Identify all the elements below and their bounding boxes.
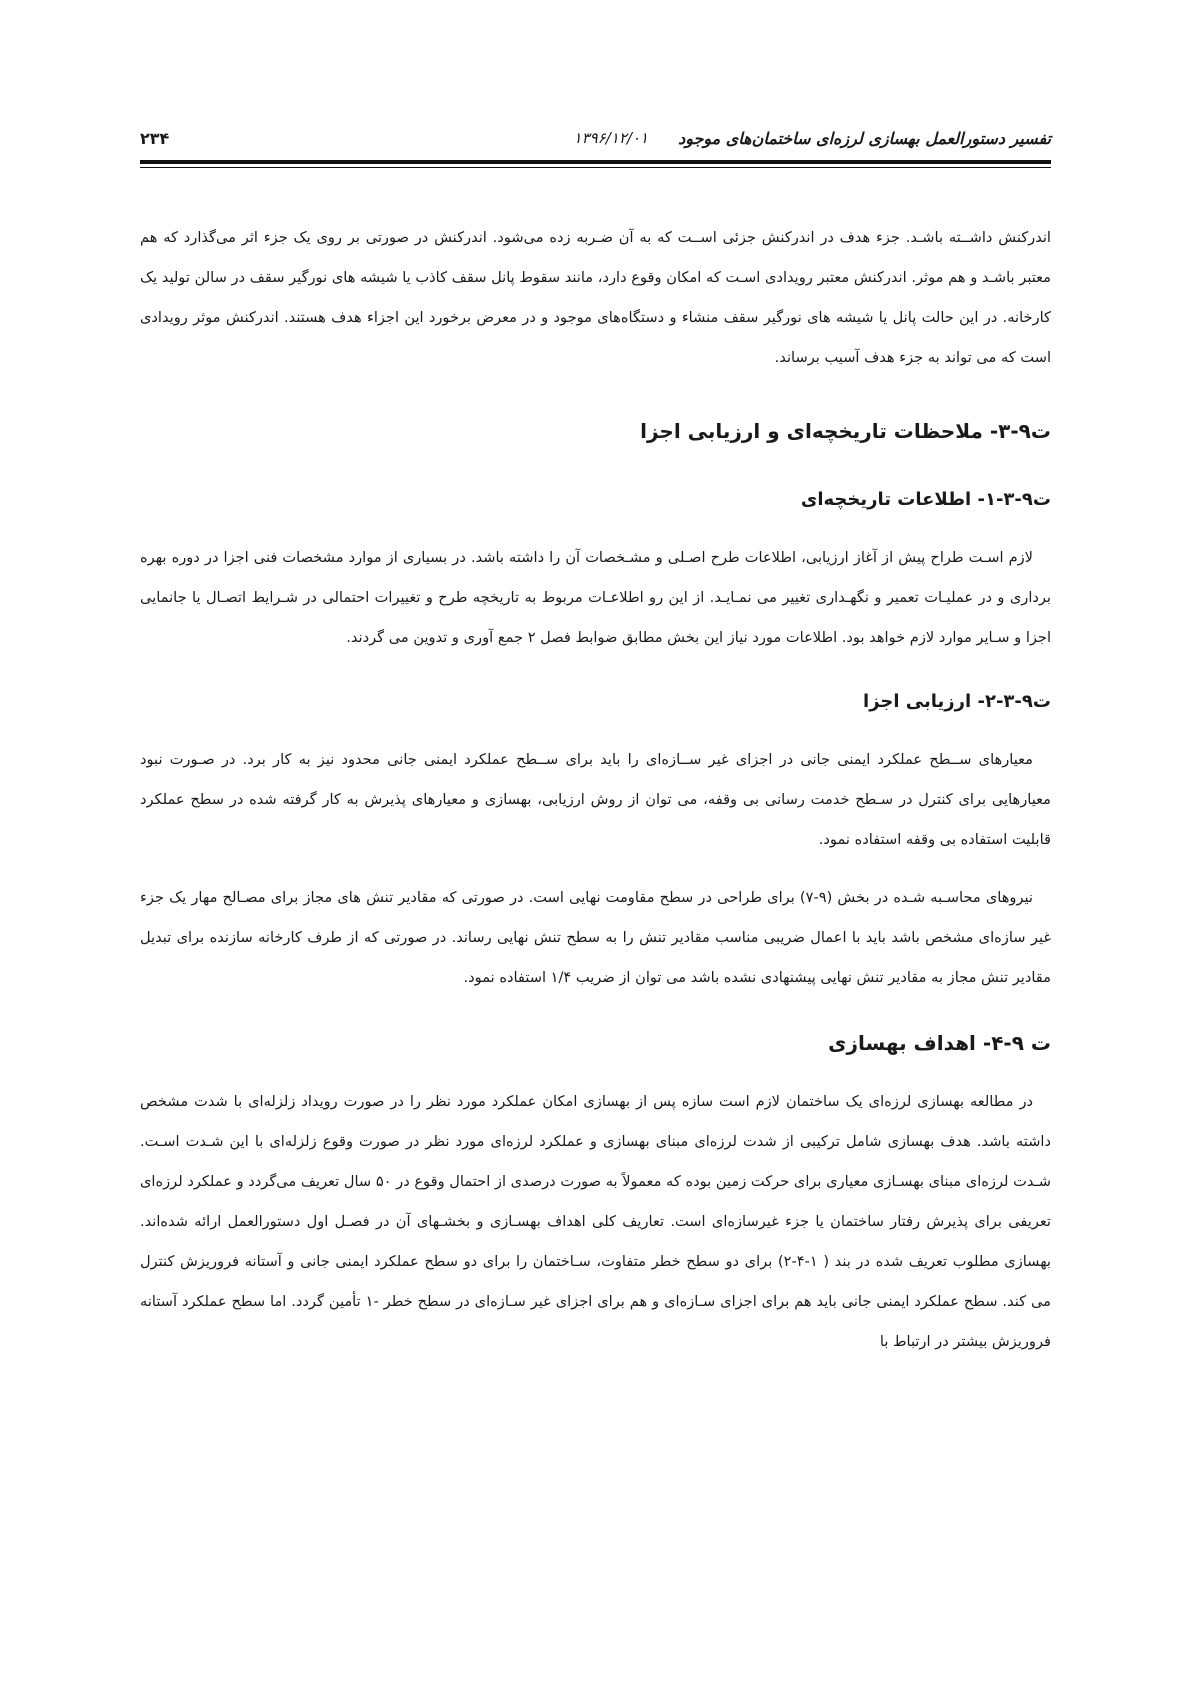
page-body xyxy=(140,218,1051,1362)
heading-section-3-1: ت۹-۳-۱- اطلاعات تاریخچه‌ای xyxy=(800,489,1051,510)
paragraph-goals: در مطالعه بهسازی لرزه‌ای یک ساختمان لازم است سازه پس از بهسازی امکان عملکرد مورد نظر را در صورت رویداد زلزله‌ای با شدت مشخص داشته باشد. هدف بهسازی شامل ترکیبی از شدت لرزه‌ای مبنای بهسازی و عملکرد لرزه‌ای مورد نظر در صورت وقوع زلزله‌ای با این شـدت اسـت. شـدت لرزه‌ای مبنای بهسـازی معیاری برای حرکت زمین بوده که معمولاً به صورت درصدی از احتمال وقوع در ۵۰ سال تعریف می‌گردد و عملکرد لرزه‌ای تعریفی برای پذیرش رفتار ساختمان یا جزء غیرسازه‌ای است. تعاریف کلی اهداف بهسـازی و بخشـهای آن در فصـل اول دستورالعمل ارائه شده‌اند. بهسازی مطلوب تعریف شده در بند ( ۱-۴-۲) برای دو سطح خطر متفاوت، سـاختمان را برای دو سطح عملکرد ایمنی جانی و آستانه فروریزش کنترل می کند. سطح عملکرد ایمنی جانی باید هم برای اجزای سـازه‌ای و هم برای اجزای غیر سـازه‌ای در سطح خطر -۱ تأمین گردد. اما سطح عملکرد آستانه فروریزش بیشتر در ارتباط با xyxy=(140,1093,1052,1350)
heading-section-3: ت۹-۳- ملاحظات تاریخچه‌ای و ارزیابی اجزا xyxy=(640,419,1051,443)
heading-section-3-2: ت۹-۳-۲- ارزیابی اجزا xyxy=(863,691,1051,712)
paragraph-evaluation-2: نیروهای محاسـبه شـده در بخش (۹-۷) برای طراحی در سطح مقاومت نهایی است. در صورتی که مقادیر تنش های مجاز برای مصـالح مهار یک جزء غیر سازه‌ای مشخص باشد باید با اعمال ضریبی مناسب مقادیر تنش را به سطح تنش نهایی رساند. در صورتی که از طرف کارخانه سازنده برای تبدیل مقادیر تنش مجاز به مقادیر تنش نهایی پیشنهادی نشده باشد می توان از ضریب ۱/۴ استفاده نمود. xyxy=(140,889,1051,986)
paragraph-history: لازم اسـت طراح پیش از آغاز ارزیابی، اطلاعات طرح اصـلی و مشـخصات آن را داشته باشد. در بسیاری از موارد مشخصات فنی اجزا در دوره بهره برداری و در عملیـات تعمیر و نگهـداری تغییر می نمـایـد. از این رو اطلاعـات مربوط به تاریخچه طرح و تغییرات احتمالی در شـرایط اتصـال یا جانمایی اجزا و سـایر موارد لازم خواهد بود. اطلاعات مورد نیاز این بخش مطابق ضوابط فصل ۲ جمع آوری و تدوین می گردند. xyxy=(140,549,1051,646)
header-rule-thin xyxy=(140,167,1051,168)
header-title: تفسیر دستورالعمل بهسازی لرزه‌ای ساختمان‌های موجود xyxy=(678,128,1051,148)
heading-section-4: ت ۹-۴- اهداف بهسازی xyxy=(828,1031,1051,1055)
header-title-group xyxy=(574,129,1051,148)
header-rule-thick xyxy=(140,160,1051,164)
header-date: ۱۳۹۶/۱۲/۰۱ xyxy=(573,129,649,147)
page-header xyxy=(140,118,1051,158)
page-number: ۲۳۴ xyxy=(140,128,170,148)
paragraph-evaluation-1: معیارهای ســطح عملکرد ایمنی جانی در اجزای غیر ســازه‌ای را باید برای ســطح عملکرد ایمنی جانی محدود نیز به کار برد. در صـورت نبود معیارهایی برای کنترل در سـطح خدمت رسانی بی وقفه، می توان از روش ارزیابی، بهسازی و معیارهای پذیرش به کار گرفته شده در سطح عملکرد قابلیت استفاده بی وقفه استفاده نمود. xyxy=(140,751,1051,848)
paragraph-intro: اندرکنش داشــته باشـد. جزء هدف در اندرکنش جزئی اســت که به آن ضـربه زده می‌شود. اندرکنش در صورتی بر روی یک جزء اثر می‌گذارد که هم معتبر باشـد و هم موثر. اندرکنش معتبر رویدادی اسـت که امکان وقوع دارد، مانند سقوط پانل سقف کاذب یا شیشه های نورگیر سقف در سالن تولید یک کارخانه. در این حالت پانل یا شیشه های نورگیر سقف منشاء و دستگاه‌های موجود و در معرض برخورد این اجزاء هدف هستند. اندرکنش موثر رویدادی است که می تواند به جزء هدف آسیب برساند. xyxy=(140,229,1051,366)
